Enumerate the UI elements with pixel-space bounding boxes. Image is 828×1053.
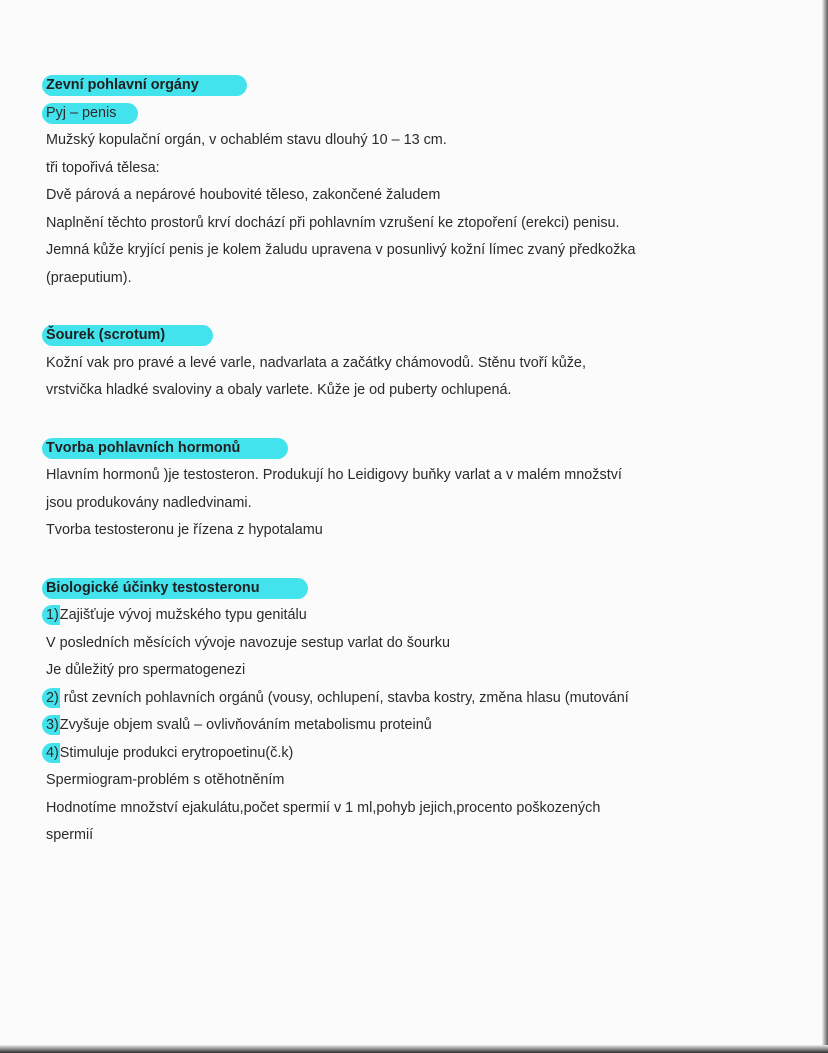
- list-item: V posledních měsících vývoje navozuje sestup varlat do šourku: [46, 634, 450, 651]
- item-number: 4): [42, 743, 60, 763]
- scan-edge-bottom: [0, 1045, 828, 1053]
- item-number: 2): [42, 688, 60, 708]
- text-line: Tvorba testosteronu je řízena z hypotalamu: [46, 522, 323, 538]
- text-line: Naplnění těchto prostorů krví dochází při pohlavním vzrušení ke ztopoření (erekci) penisu.: [46, 214, 620, 231]
- text-line: Dvě párová a nepárové houbovité těleso, zakončené žaludem: [46, 187, 441, 203]
- list-item: Je důležitý pro spermatogenezi: [46, 662, 246, 678]
- list-item: 1)Zajišťuje vývoj mužského typu genitálu: [46, 602, 786, 630]
- list-item: 2) růst zevních pohlavních orgánů (vousy, ochlupení, stavba kostry, změna hlasu (mutování: [46, 685, 786, 713]
- list-item: 3)Zvyšuje objem svalů – ovlivňováním metabolismu proteinů: [46, 712, 786, 740]
- text-line: Mužský kopulační orgán, v ochablém stavu dlouhý 10 – 13 cm.: [46, 132, 447, 148]
- item-number: 1): [42, 605, 60, 625]
- text-line: (praeputium).: [46, 269, 132, 286]
- item-number: 3): [42, 715, 60, 735]
- list-item: 4)Stimuluje produkci erytropoetinu(č.k): [46, 740, 786, 768]
- text-line: Kožní vak pro pravé a levé varle, nadvarlata a začátky chámovodů. Stěnu tvoří kůže,: [46, 354, 586, 371]
- text-line: jsou produkovány nadledvinami.: [46, 494, 252, 511]
- section-spacer: [46, 405, 786, 435]
- list-item: Spermiogram-problém s otěhotněním: [46, 772, 285, 788]
- section-spacer: [46, 292, 786, 322]
- subheading-penis: Pyj – penis: [46, 100, 786, 128]
- section-heading-scrotum: Šourek (scrotum): [46, 322, 786, 350]
- text-line: Hlavním hormonů )je testosteron. Produkují ho Leidigovy buňky varlat a v malém množství: [46, 467, 622, 483]
- list-item: spermií: [46, 827, 94, 843]
- text-line: Jemná kůže kryjící penis je kolem žaludu upravena v posunlivý kožní límec zvaný předkožka: [46, 242, 636, 258]
- section-spacer: [46, 545, 786, 575]
- section-heading-testosterone-effects: Biologické účinky testosteronu: [46, 575, 786, 603]
- text-line: tři topořivá tělesa:: [46, 159, 160, 176]
- document-body: [46, 72, 786, 850]
- section-heading-hormones: Tvorba pohlavních hormonů: [46, 435, 786, 463]
- list-item: Hodnotíme množství ejakulátu,počet spermií v 1 ml,pohyb jejich,procento poškozených: [46, 799, 601, 816]
- scan-edge-right: [822, 0, 828, 1053]
- text-line: vrstvička hladké svaloviny a obaly varlete. Kůže je od puberty ochlupená.: [46, 382, 512, 398]
- section-heading-external-organs: Zevní pohlavní orgány: [46, 72, 786, 100]
